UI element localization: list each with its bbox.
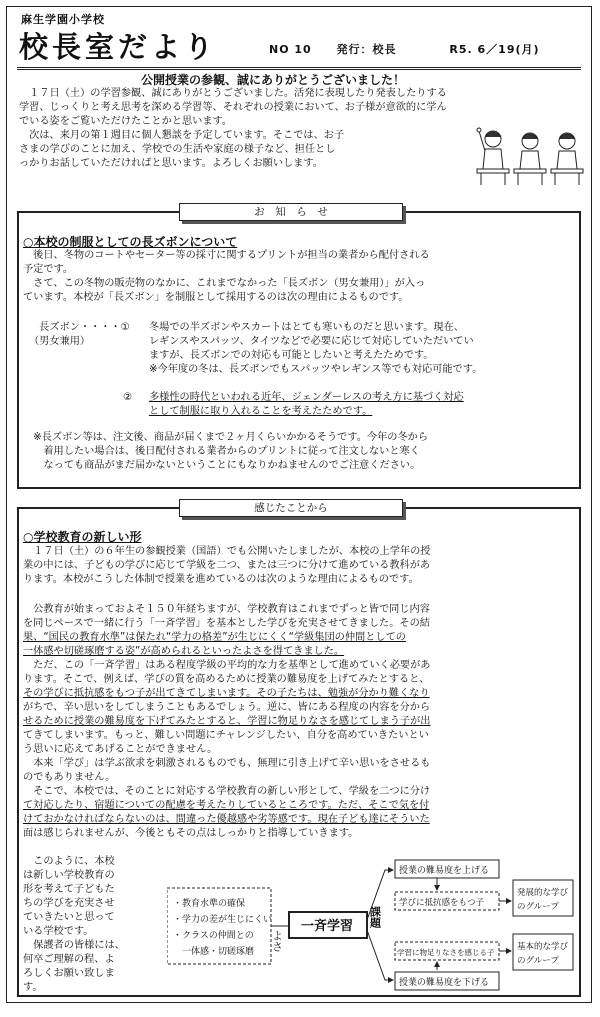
- notice-line: 後日、冬物のコートやセーター等の採寸に関するプリントが担当の業者から配付される: [23, 250, 430, 261]
- thoughts-p2-line: う思いに応えてあげることができません。: [23, 744, 218, 755]
- basic-group: 基本的な学び: [517, 942, 569, 952]
- closing-line: いる学校です。: [23, 926, 94, 937]
- thoughts-p2-line: 面は感じられませんが、今後ともその点はしっかりと指導していきます。: [23, 828, 359, 839]
- notice-note: ※長ズボン等は、注文後、商品が届くまで２ヶ月くらいかかるそうです。今年の冬から: [23, 432, 429, 443]
- advanced-group: のグループ: [517, 902, 559, 912]
- notice-line: さて、この冬物の販売物のなかに、これまでなかった「長ズボン（男女兼用）」が入っ: [23, 278, 426, 289]
- closing-line: 何卒ご理解の程、よ: [23, 954, 115, 965]
- header-divider: [17, 67, 581, 70]
- issue-date: R5. 6／19(月): [449, 43, 540, 56]
- students-illustration: [475, 125, 585, 187]
- school-name: 麻生学園小学校: [21, 13, 105, 26]
- intro-line: でいる姿をご覧いただけたことかと思います。: [19, 116, 233, 127]
- yosa-label: よさ: [270, 930, 284, 952]
- thoughts-p1-line: ります。本校がこうした体制で授業を進めているのは次のような理由によるものです。: [23, 574, 419, 585]
- down-effect: 学習に物足りなさを感じる子: [397, 948, 495, 957]
- thoughts-p2-line: 一体感や切磋琢磨する姿”が高められるといったよさを得てきました。: [23, 646, 345, 657]
- closing-line: ろしくお願い致しま: [23, 968, 115, 979]
- notice-note: 着用したい場合は、後日配付される業者からのプリントに従って注文しないと寒く: [23, 446, 420, 457]
- closing-line: 保護者の皆様には、: [23, 940, 125, 951]
- intro-line: １７日（土）の学習参観、誠にありがとうございました。活発に表現したり発表したりする: [19, 88, 447, 99]
- thoughts-p2-line: のでもありません。: [23, 772, 116, 783]
- learning-diagram: [167, 850, 577, 1000]
- advanced-group: 発展的な学び: [517, 888, 569, 898]
- reason-1-line: 冬場での半ズボンやスカートはとても寒いものだと思います。現在、: [149, 322, 464, 333]
- reason-1-line: ※今年度の冬は、長ズボンでもスパッツやレギンス等でも対応可能です。: [149, 364, 483, 375]
- reason-2-line: 多様性の時代といわれる近年、ジェンダーレスの考え方に基づく対応: [149, 392, 464, 403]
- thoughts-p2-line: て対応したり、宿題についての配慮を考えたりしているところです。ただ、そこで気を付: [23, 800, 430, 811]
- reason-1-line: ますが、長ズボンでの対応も可能としたいと考えたためです。: [149, 350, 434, 361]
- thoughts-p2-line: ただ、この「一斉学習」はある程度学級の平均的な力を基準として進めていく必要があ: [23, 660, 431, 671]
- closing-line: ちの学びを充実させ: [23, 898, 115, 909]
- intro-headline: 公開授業の参観、誠にありがとうございました！: [141, 73, 406, 87]
- thoughts-p2-line: 果、“国民の教育水準”は保たれ“学力の格差”が生じにくく“学級集団の仲間としての: [23, 632, 406, 643]
- thoughts-p2-line: けておかなければならないのは、間違った優越感や劣等感です。現在子ども達にそういた: [23, 814, 430, 825]
- thoughts-p2-line: を同じペースで一緒に行う「一斉学習」を基本とした学びを充実させてきました。その結: [23, 618, 430, 629]
- thoughts-p2-line: せるために授業の難易度を下げてみたとすると、学習に物足りなさを感じてしまう子が出: [23, 716, 431, 727]
- notice-title: ○本校の制服としての長ズボンについて: [23, 235, 238, 249]
- goods-item: ・学力の差が生じにくい: [173, 915, 273, 925]
- newsletter-title: 校長室だより: [19, 30, 218, 64]
- center-label: 一斉学習: [301, 919, 354, 934]
- newsletter-page: [6, 6, 592, 1003]
- reason-1-line: レギンスやスパッツ、タイツなどで必要に応じて対応していただいてい: [149, 336, 474, 347]
- goods-item: ・教育水準の確保: [173, 899, 246, 909]
- thoughts-p2-line: てきてしまいます。もっと、難しい問題にチャレンジしたい、自分を高めていきたいとい: [23, 730, 429, 741]
- closing-line: 形を考えて子どもた: [23, 884, 115, 895]
- intro-line: 学習、じっくりと考え思考を深める学習等、それぞれの授業において、お子様が意欲的に学ん: [19, 102, 447, 113]
- notice-note: なっても商品がまだ届かないということにもなりかねませんのでご注意ください。: [23, 460, 421, 471]
- thoughts-p2-line: ります。そこで、例えば、学びの質を高めるために授業の難易度を上げてみたとすると、: [23, 674, 430, 685]
- closing-line: ていきたいと思って: [23, 912, 115, 923]
- thoughts-title: ○学校教育の新しい形: [23, 530, 142, 544]
- up-action: 授業の難易度を上げる: [399, 866, 490, 876]
- publisher: 発行：校長: [336, 43, 397, 56]
- closing-line: す。: [23, 982, 43, 993]
- item-label: 長ズボン・・・・①: [29, 322, 130, 333]
- intro-line: さまの学びのことに加え、学校での生活や家庭の様子など、担任とし: [19, 144, 336, 155]
- up-effect: 学びに抵抗感をもつ子: [399, 898, 485, 908]
- closing-line: は新しい学校教育の: [23, 870, 115, 881]
- reason-2-number: ②: [123, 392, 133, 403]
- goods-item: ・クラスの仲間との: [173, 931, 254, 941]
- intro-line: っかりお話していただければと思います。よろしくお願いします。: [19, 158, 323, 169]
- intro-line: 次は、来月の第１週目に個人懇談を予定しています。そこでは、お子: [19, 130, 345, 141]
- reason-2-line: として制服に取り入れることを考えたためです。: [149, 406, 373, 417]
- issue-meta: [269, 41, 560, 57]
- thoughts-p1-line: 業の中には、子どもの学びに応じて学級を二つ、または三つに分けて進めている教科があ: [23, 560, 431, 571]
- kadai-label: 課題: [368, 906, 382, 928]
- basic-group: のグループ: [517, 956, 559, 966]
- down-action: 授業の難易度を下げる: [399, 978, 490, 988]
- closing-line: このように、本校: [23, 856, 115, 867]
- issue-number: NO 10: [269, 43, 312, 56]
- goods-item: 一体感・切磋琢磨: [173, 947, 255, 957]
- thoughts-p2-line: 公教育が始まっておよそ１５０年経ちますが、学校教育はこれまでずっと皆で同じ内容: [23, 604, 430, 615]
- notice-line: 予定です。: [23, 264, 74, 275]
- notice-line: ています。本校が「長ズボン」を制服として採用するのは次の理由によるものです。: [23, 292, 409, 303]
- thoughts-p2-line: その学びに抵抗感をもつ子が出てきてしまいます。その子たちは、勉強が分かり難くなり: [23, 688, 430, 699]
- thoughts-p2-line: 本来「学び」は学ぶ欲求を刺激されるものでも、無理に引き上げて辛い思いをさせるも: [23, 758, 431, 769]
- item-label-sub: （男女兼用）: [29, 336, 91, 347]
- thoughts-p1-line: １７日（土）の６年生の参観授業（国語）でも公開いたしましたが、本校の上学年の授: [23, 546, 431, 557]
- thoughts-p2-line: がちで、辛い思いをしてしまうこともあるでしょう。逆に、皆にある程度の内容を分から: [23, 702, 431, 713]
- thoughts-p2-line: そこで、本校では、そのことに対応する学校教育の新しい形として、学級を二つに分け: [23, 786, 431, 797]
- thoughts-box-label: 感じたことから: [179, 499, 403, 517]
- notice-box-label: お 知 ら せ: [179, 203, 403, 221]
